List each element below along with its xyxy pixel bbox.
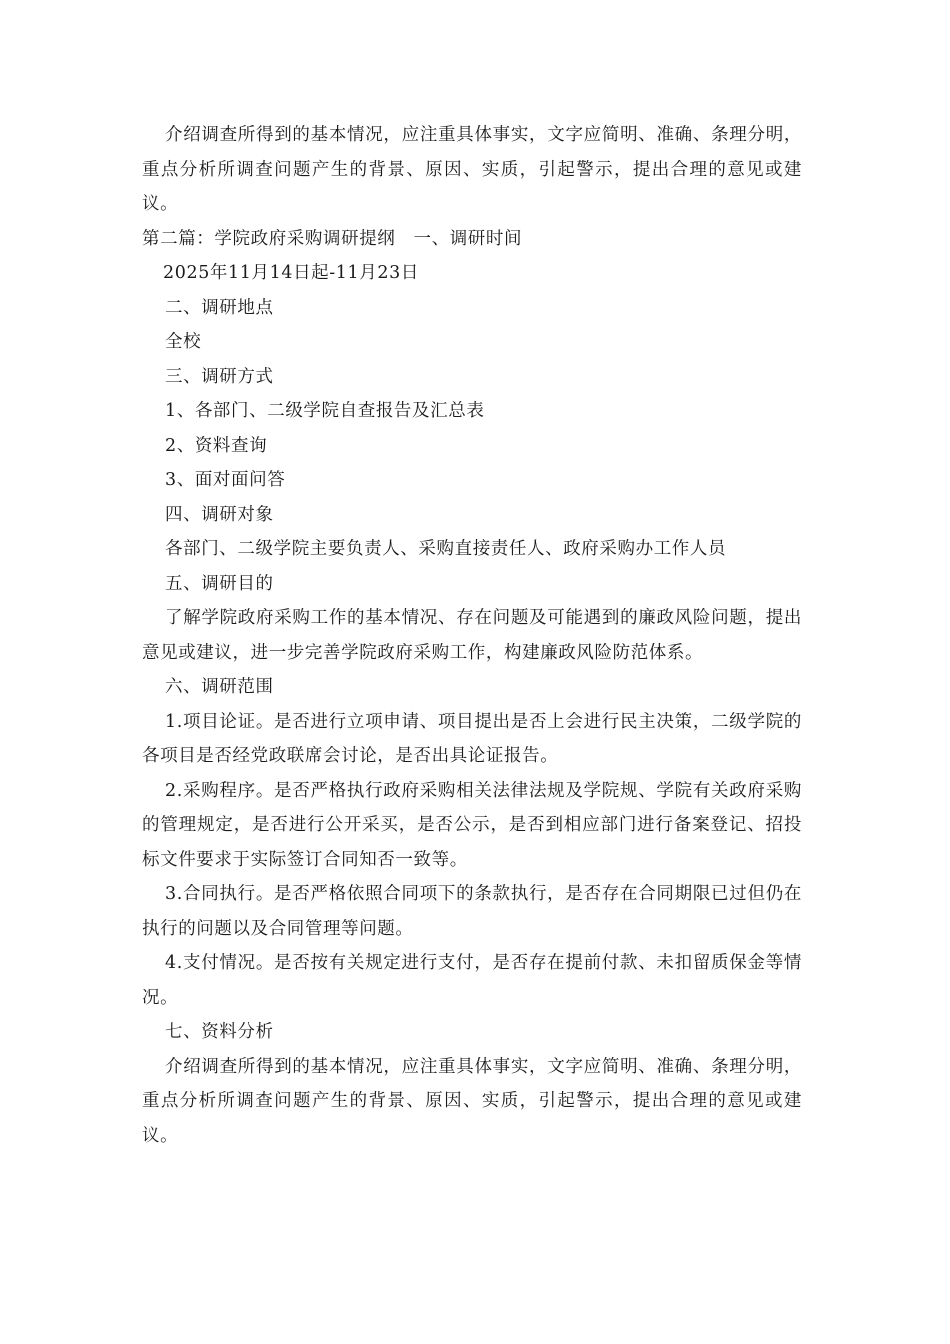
heading-survey-method: 三、调研方式 xyxy=(165,366,274,387)
survey-method-item-1: 1、各部门、二级学院自查报告及汇总表 xyxy=(165,401,485,421)
paragraph-intro: 介绍调查所得到的基本情况，应注重具体事实，文字应简明、准确、条理分明，重点分析所调查问题产生的背景、原因、实质，引起警示，提出合理的意见或建议。 xyxy=(142,125,802,214)
heading-survey-location: 二、调研地点 xyxy=(165,297,274,318)
survey-method-item-2: 2、资料查询 xyxy=(165,435,268,456)
survey-time-value: 2025年11月14日起-11月23日 xyxy=(163,263,419,283)
heading-survey-target: 四、调研对象 xyxy=(165,504,274,525)
document-body xyxy=(142,118,802,1153)
scope-item-procurement-procedure: 2.采购程序。是否严格执行政府采购相关法律法规及学院规、学院有关政府采购的管理规定，是否进行公开采买，是否公示，是否到相应部门进行备案登记、招投标文件要求于实际签订合同知否一致等。 xyxy=(142,780,802,870)
heading-data-analysis: 七、资料分析 xyxy=(165,1022,274,1042)
heading-survey-scope: 六、调研范围 xyxy=(165,677,274,697)
heading-survey-purpose: 五、调研目的 xyxy=(165,573,274,594)
survey-target-value: 各部门、二级学院主要负责人、采购直接责任人、政府采购办工作人员 xyxy=(165,539,727,559)
survey-location-value: 全校 xyxy=(165,332,202,352)
scope-item-payment: 4.支付情况。是否按有关规定进行支付，是否存在提前付款、未扣留质保金等情况。 xyxy=(142,953,802,1008)
survey-method-item-3: 3、面对面问答 xyxy=(165,470,286,490)
scope-item-contract-execution: 3.合同执行。是否严格依照合同项下的条款执行，是否存在合同期限已过但仍在执行的问题以及合同管理等问题。 xyxy=(142,884,802,939)
scope-item-project-demonstration: 1.项目论证。是否进行立项申请、项目提出是否上会进行民主决策，二级学院的各项目是否经党政联席会讨论，是否出具论证报告。 xyxy=(142,711,802,766)
section-title-second-article: 第二篇：学院政府采购调研提纲 一、调研时间 xyxy=(142,228,523,249)
survey-purpose-text: 了解学院政府采购工作的基本情况、存在问题及可能遇到的廉政风险问题，提出意见或建议，进一步完善学院政府采购工作，构建廉政风险防范体系。 xyxy=(142,608,802,663)
paragraph-closing: 介绍调查所得到的基本情况，应注重具体事实，文字应简明、准确、条理分明，重点分析所调查问题产生的背景、原因、实质，引起警示，提出合理的意见或建议。 xyxy=(142,1056,802,1146)
